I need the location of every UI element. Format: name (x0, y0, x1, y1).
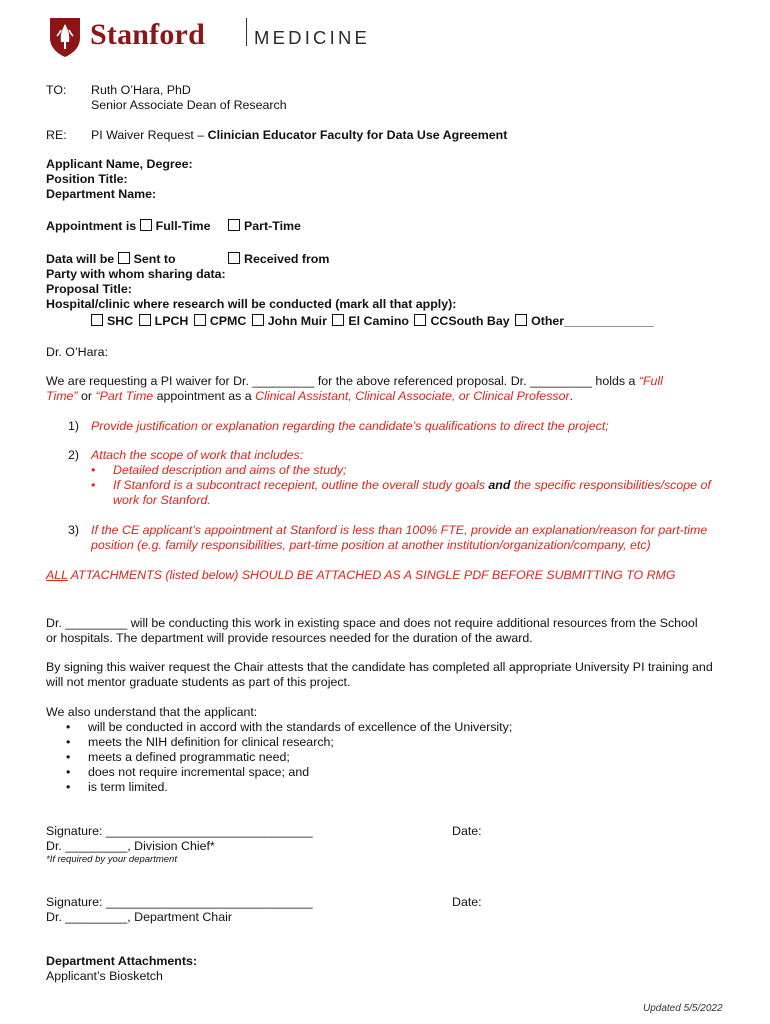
attachments-instruction (46, 568, 676, 582)
to-name: Ruth O’Hara, PhD (91, 83, 191, 97)
department-chair-date[interactable]: Date: (452, 895, 482, 909)
department-chair-name: Dr. _________, Department Chair (46, 910, 232, 924)
appointment-label: Appointment is (46, 219, 137, 233)
bullet-icon: • (66, 750, 71, 764)
full-time-checkbox[interactable] (140, 219, 152, 231)
signing-paragraph-2: will not mentor graduate students as part of this project. (46, 675, 351, 689)
site-label: Other_____________ (531, 314, 654, 328)
bullet-text: If Stanford is a subcontract recepient, outline the overall study goals (113, 478, 489, 492)
item-2-bullet-1 (91, 463, 347, 477)
site-checkbox-ccsouth-bay[interactable] (414, 314, 426, 326)
site-checkbox-cpmc[interactable] (194, 314, 206, 326)
to-title: Senior Associate Dean of Research (91, 98, 287, 112)
item-2-bullet-2-cont: work for Stanford. (113, 493, 211, 507)
data-label: Data will be (46, 252, 115, 266)
bullet-text: is term limited. (88, 780, 168, 794)
bullet-icon: • (66, 720, 71, 734)
applicant-field: Applicant Name, Degree: (46, 157, 193, 171)
site-label: SHC (107, 314, 134, 328)
bullet-text: meets the NIH definition for clinical research; (88, 735, 334, 749)
appointment-row (46, 219, 210, 233)
re-label: RE: (46, 128, 67, 142)
item-1-number: 1) (68, 419, 80, 433)
part-time-option (228, 219, 301, 233)
sent-to-checkbox[interactable] (118, 252, 130, 264)
re-line (91, 128, 507, 142)
intro-line-1 (46, 374, 663, 388)
site-label: CCSouth Bay (430, 314, 510, 328)
item-3-text-cont: position (e.g. family responsibilities, part-time position at another institution/organization/company, etc) (91, 538, 651, 552)
signing-paragraph-1: By signing this waiver request the Chair attests that the candidate has completed all appropriate University PI training and (46, 660, 713, 674)
site-checkbox-row (91, 314, 654, 328)
part-time-checkbox[interactable] (228, 219, 240, 231)
item-3-number: 3) (68, 523, 80, 537)
bullet-text: will be conducted in accord with the standards of excellence of the University; (88, 720, 513, 734)
intro-end: . (569, 389, 574, 403)
site-checkbox-lpch[interactable] (139, 314, 151, 326)
footnote: *If required by your department (46, 854, 177, 865)
data-direction-row (46, 252, 176, 266)
bullet-text: meets a defined programmatic need; (88, 750, 290, 764)
department-chair-signature-line[interactable]: Signature: ______________________________ (46, 895, 313, 909)
attachments-item: Applicant’s Biosketch (46, 969, 163, 983)
understand-bullet (66, 750, 290, 764)
attach-rest: ATTACHMENTS (listed below) SHOULD BE ATTACHED AS A SINGLE PDF BEFORE SUBMITTING TO RMG (67, 568, 676, 582)
understand-bullet (66, 735, 334, 749)
site-checkbox-john-muir[interactable] (252, 314, 264, 326)
bullet-icon: • (91, 463, 96, 477)
received-from-checkbox[interactable] (228, 252, 240, 264)
bullet-icon: • (91, 478, 96, 492)
bullet-text: does not require incremental space; and (88, 765, 310, 779)
re-subject: Clinician Educator Faculty for Data Use Agreement (207, 128, 508, 142)
intro-part-time: “Part Time (95, 389, 154, 403)
to-label: TO: (46, 83, 67, 97)
stanford-seal-icon (48, 16, 82, 58)
received-from-label: Received from (244, 252, 330, 266)
space-paragraph-2: or hospitals. The department will provide resources needed for the duration of the award. (46, 631, 533, 645)
site-label: CPMC (209, 314, 247, 328)
bullet-text-cont: the specific responsibilities/scope of (510, 478, 711, 492)
intro-time: Time” (46, 389, 78, 403)
site-label: El Camino (348, 314, 409, 328)
item-2-bullet-2 (91, 478, 711, 492)
site-label: John Muir (267, 314, 327, 328)
site-label: LPCH (154, 314, 189, 328)
bullet-bold: and (488, 478, 511, 492)
re-plain: PI Waiver Request – (91, 128, 208, 142)
item-2-number: 2) (68, 448, 80, 462)
site-checkbox-el-camino[interactable] (332, 314, 344, 326)
logo-suffix: MEDICINE (254, 27, 371, 48)
site-checkbox-other[interactable] (515, 314, 527, 326)
salutation: Dr. O’Hara: (46, 345, 108, 359)
division-chief-date[interactable]: Date: (452, 824, 482, 838)
department-field: Department Name: (46, 187, 157, 201)
hospital-field: Hospital/clinic where research will be conducted (mark all that apply): (46, 297, 457, 311)
bullet-icon: • (66, 780, 71, 794)
understand-heading: We also understand that the applicant: (46, 705, 258, 719)
full-time-label: Full-Time (155, 219, 211, 233)
understand-bullet (66, 765, 309, 779)
received-from-option (228, 252, 329, 266)
intro-text: We are requesting a PI waiver for Dr. _________ for the above referenced proposal. Dr. _________ holds a (46, 374, 639, 388)
intro-full-time: “Full (638, 374, 663, 388)
intro-appt: appointment as a (153, 389, 256, 403)
division-chief-signature-line[interactable]: Signature: ______________________________ (46, 824, 313, 838)
item-2-text: Attach the scope of work that includes: (91, 448, 304, 462)
division-chief-name: Dr. _________, Division Chief* (46, 839, 215, 853)
understand-bullet (66, 780, 168, 794)
sent-to-label: Sent to (133, 252, 176, 266)
part-time-label: Part-Time (244, 219, 301, 233)
space-paragraph-1: Dr. _________ will be conducting this work in existing space and does not require additional resources from the School (46, 616, 698, 630)
intro-line-2 (46, 389, 573, 403)
item-3-text: If the CE applicant’s appointment at Stanford is less than 100% FTE, provide an explanation/reason for part-time (91, 523, 708, 537)
updated-date: Updated 5/5/2022 (643, 1003, 723, 1014)
position-field: Position Title: (46, 172, 128, 186)
attachments-heading: Department Attachments: (46, 954, 198, 968)
site-checkbox-shc[interactable] (91, 314, 103, 326)
bullet-icon: • (66, 765, 71, 779)
party-field: Party with whom sharing data: (46, 267, 226, 281)
item-1-text: Provide justification or explanation regarding the candidate’s qualifications to direct the project; (91, 419, 609, 433)
intro-roles: Clinical Assistant, Clinical Associate, or Clinical Professor (255, 389, 570, 403)
proposal-field: Proposal Title: (46, 282, 132, 296)
logo-divider (246, 18, 247, 46)
intro-or: or (77, 389, 96, 403)
bullet-text: Detailed description and aims of the study; (113, 463, 347, 477)
logo-wordmark: Stanford (90, 18, 205, 51)
attach-all: ALL (46, 568, 68, 582)
bullet-icon: • (66, 735, 71, 749)
understand-bullet (66, 720, 512, 734)
